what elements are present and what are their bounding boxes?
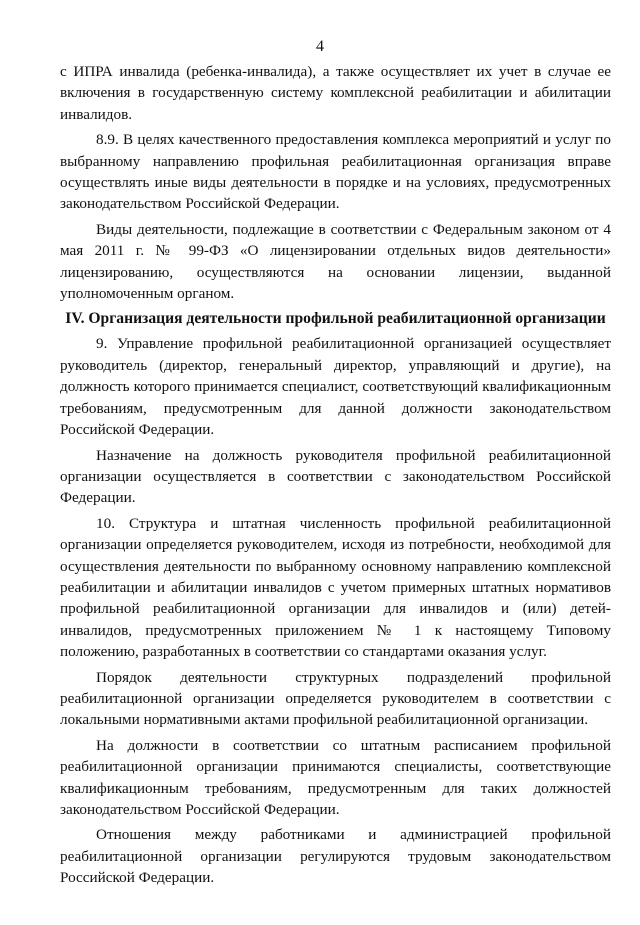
paragraph-director-appointment: Назначение на должность руководителя профильной реабилитационной организации осуществляется в соответствии с законодательством Российской Федерации. — [60, 446, 611, 507]
paragraph-8-9: 8.9. В целях качественного предоставления комплекса мероприятий и услуг по выбранному направлению профильная реабилитационная организация вправе осуществлять иные виды деятельности в порядке и на условиях, предусмотренных законодательством Российской Федерации. — [60, 131, 611, 213]
paragraph-staffing: На должности в соответствии со штатным расписанием профильной реабилитационной организации принимаются специалисты, соответствующие квалификационным требованиям, предусмотренным для таких должностей законодательством Российской Федерации. — [60, 736, 611, 818]
paragraph-labour-relations: Отношения между работниками и администрацией профильной реабилитационной организации регулируются трудовым законодательством Российской Федерации. — [60, 826, 611, 887]
paragraph-continuation: с ИПРА инвалида (ребенка-инвалида), а также осуществляет их учет в случае ее включения в государственную систему комплексной реабилитации и абилитации инвалидов. — [60, 63, 611, 123]
paragraph-10: 10. Структура и штатная численность профильной реабилитационной организации определяется руководителем, исходя из потребности, необходимой для осуществления деятельности по выбранному основному направлению комплексной реабилитации и абилитации инвалидов с учетом примерных штатных нормативов профильной реабилитационной организации для инвалидов и (или) детей-инвалидов, предусмотренных приложением № 1 к настоящему Типовому положению, разработанных в соответствии со стандартами оказания услуг. — [60, 514, 611, 661]
paragraph-licensing: Виды деятельности, подлежащие в соответствии с Федеральным законом от 4 мая 2011 г. № 99-ФЗ «О лицензировании отдельных видов деятельности» лицензированию, осуществляются на основании лицензии, выданной уполномоченным органом. — [60, 220, 611, 303]
paragraph-structural-units: Порядок деятельности структурных подразделений профильной реабилитационной организации определяется руководителем в соответствии с локальными нормативными актами профильной реабилитационной организации. — [60, 668, 611, 729]
paragraph-9: 9. Управление профильной реабилитационной организацией осуществляет руководитель (директор, генеральный директор, управляющий и другие), на должность которого принимается специалист, соответствующий квалификационным требованиям, предусмотренным для данной должности законодательством Российской Федерации. — [60, 335, 611, 439]
document-body — [60, 61, 611, 889]
page-number: 4 — [316, 38, 324, 55]
section-heading: IV. Организация деятельности профильной реабилитационной организации — [65, 310, 606, 328]
